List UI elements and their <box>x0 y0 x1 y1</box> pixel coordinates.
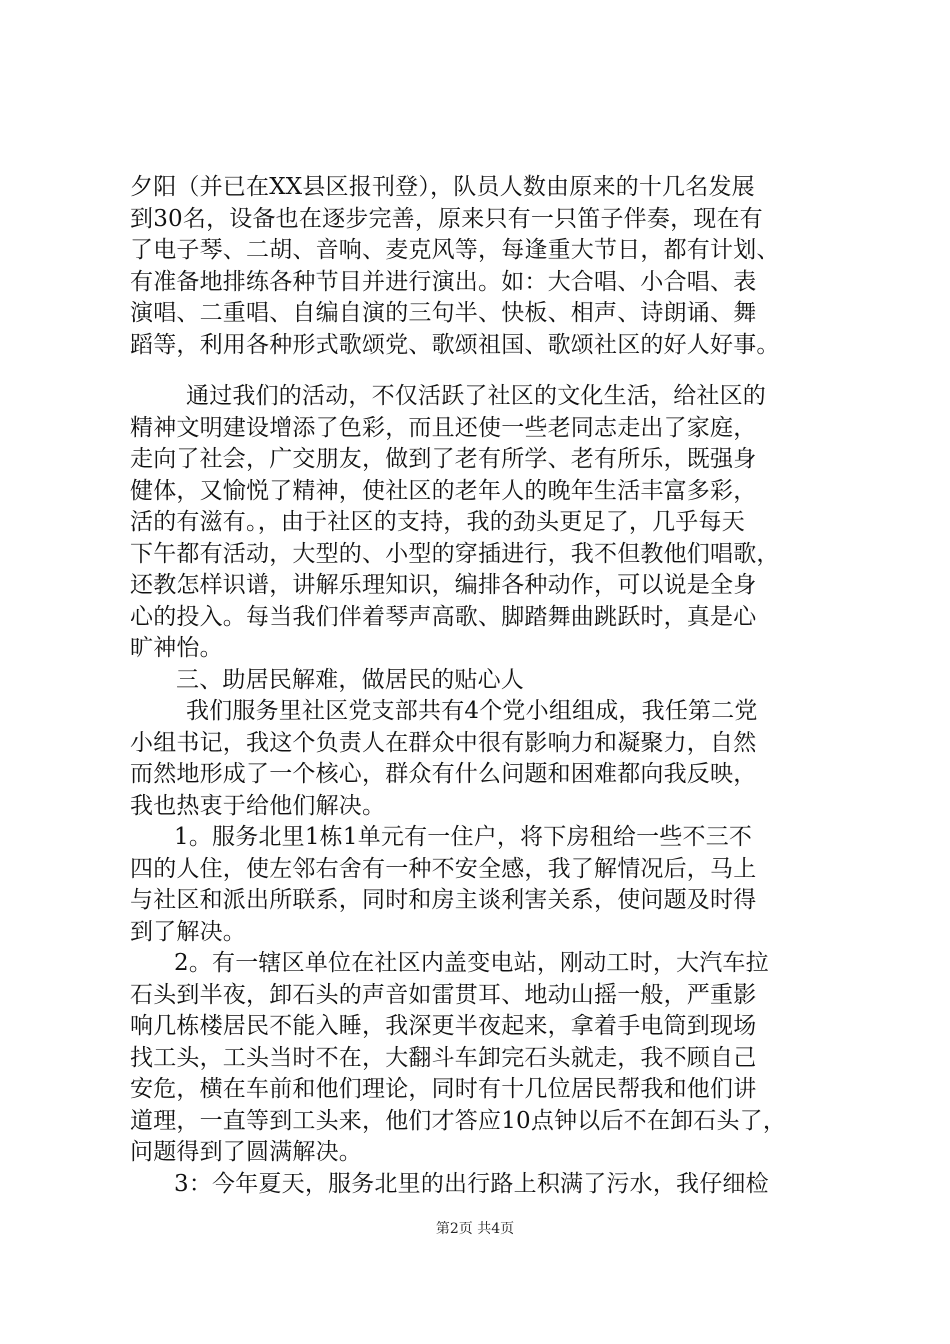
paragraph-activities <box>130 381 850 665</box>
section-heading <box>130 665 850 697</box>
text-line: 到30名，设备也在逐步完善，原来只有一只笛子伴奏，现在有 <box>130 205 763 232</box>
text-line: 2。有一辖区单位在社区内盖变电站，刚动工时，大汽车拉 <box>174 950 769 976</box>
section-heading-text: 三、助居民解难，做居民的贴心人 <box>176 666 524 693</box>
text-line: 演唱、二重唱、自编自演的三句半、快板、相声、诗朗诵、舞 <box>130 300 757 326</box>
text-line: 活的有滋有。，由于社区的支持，我的劲头更足了，几乎每天 <box>130 509 745 535</box>
text-line: 我也热衷于给他们解决。 <box>130 792 386 819</box>
paragraph-item-3 <box>130 1169 850 1201</box>
text-line: 了电子琴、二胡、音响、麦克风等，每逢重大节日，都有计划、 <box>130 237 780 263</box>
text-line: 3：今年夏天，服务北里的出行路上积满了污水，我仔细检 <box>174 1170 769 1197</box>
text-line: 石头到半夜，卸石头的声音如雷贯耳、地动山摇一般，严重影 <box>130 981 757 1008</box>
text-line: 问题得到了圆满解决。 <box>130 1139 362 1165</box>
text-line: 四的人住，使左邻右舍有一种不安全感，我了解情况后，马上 <box>130 855 757 882</box>
text-line: 我们服务里社区党支部共有4个党小组组成，我任第二党 <box>186 698 758 724</box>
page-number: 第2页 共4页 <box>435 1221 515 1237</box>
text-line: 还教怎样识谱，讲解乐理知识，编排各种动作，可以说是全身 <box>130 572 757 598</box>
text-line: 响几栋楼居民不能入睡，我深更半夜起来，拿着手电筒到现场 <box>130 1013 757 1039</box>
text-line: 到了解决。 <box>130 918 246 945</box>
document-body <box>130 172 850 1200</box>
text-line: 健体，又愉悦了精神，使社区的老年人的晚年生活丰富多彩， <box>130 477 757 504</box>
text-line: 精神文明建设增添了色彩，而且还使一些老同志走出了家庭， <box>130 414 757 441</box>
text-line: 蹈等，利用各种形式歌颂党、歌颂祖国、歌颂社区的好人好事。 <box>130 331 780 358</box>
text-line: 安危，横在车前和他们理论，同时有十几位居民帮我和他们讲 <box>130 1076 757 1102</box>
text-line: 而然地形成了一个核心，群众有什么问题和困难都向我反映， <box>130 761 757 787</box>
paragraph-performances <box>130 172 850 361</box>
text-line: 下午都有活动，大型的、小型的穿插进行，我不但教他们唱歌， <box>130 540 780 567</box>
paragraph-item-1 <box>130 822 850 948</box>
paragraph-item-2 <box>130 948 850 1169</box>
paragraph-party-group <box>130 696 850 822</box>
text-line: 旷神怡。 <box>130 635 223 661</box>
text-line: 夕阳（并已在XX县区报刊登），队员人数由原来的十几名发展 <box>130 174 755 200</box>
text-line: 与社区和派出所联系，同时和房主谈利害关系，使问题及时得 <box>130 887 757 913</box>
text-line: 小组书记，我这个负责人在群众中很有影响力和凝聚力，自然 <box>130 729 757 756</box>
page-footer <box>0 1218 950 1238</box>
text-line: 走向了社会，广交朋友，做到了老有所学、老有所乐，既强身 <box>130 446 757 472</box>
text-line: 有准备地排练各种节目并进行演出。如：大合唱、小合唱、表 <box>130 268 757 295</box>
text-line: 心的投入。每当我们伴着琴声高歌、脚踏舞曲跳跃时，真是心 <box>130 603 757 630</box>
text-line: 1。服务北里1栋1单元有一住户，将下房租给一些不三不 <box>174 824 753 850</box>
text-line: 道理，一直等到工头来，他们才答应10点钟以后不在卸石头了， <box>130 1107 787 1134</box>
text-line: 找工头，工头当时不在，大翻斗车卸完石头就走，我不顾自己 <box>130 1044 757 1071</box>
text-line: 通过我们的活动，不仅活跃了社区的文化生活，给社区的 <box>186 383 766 409</box>
